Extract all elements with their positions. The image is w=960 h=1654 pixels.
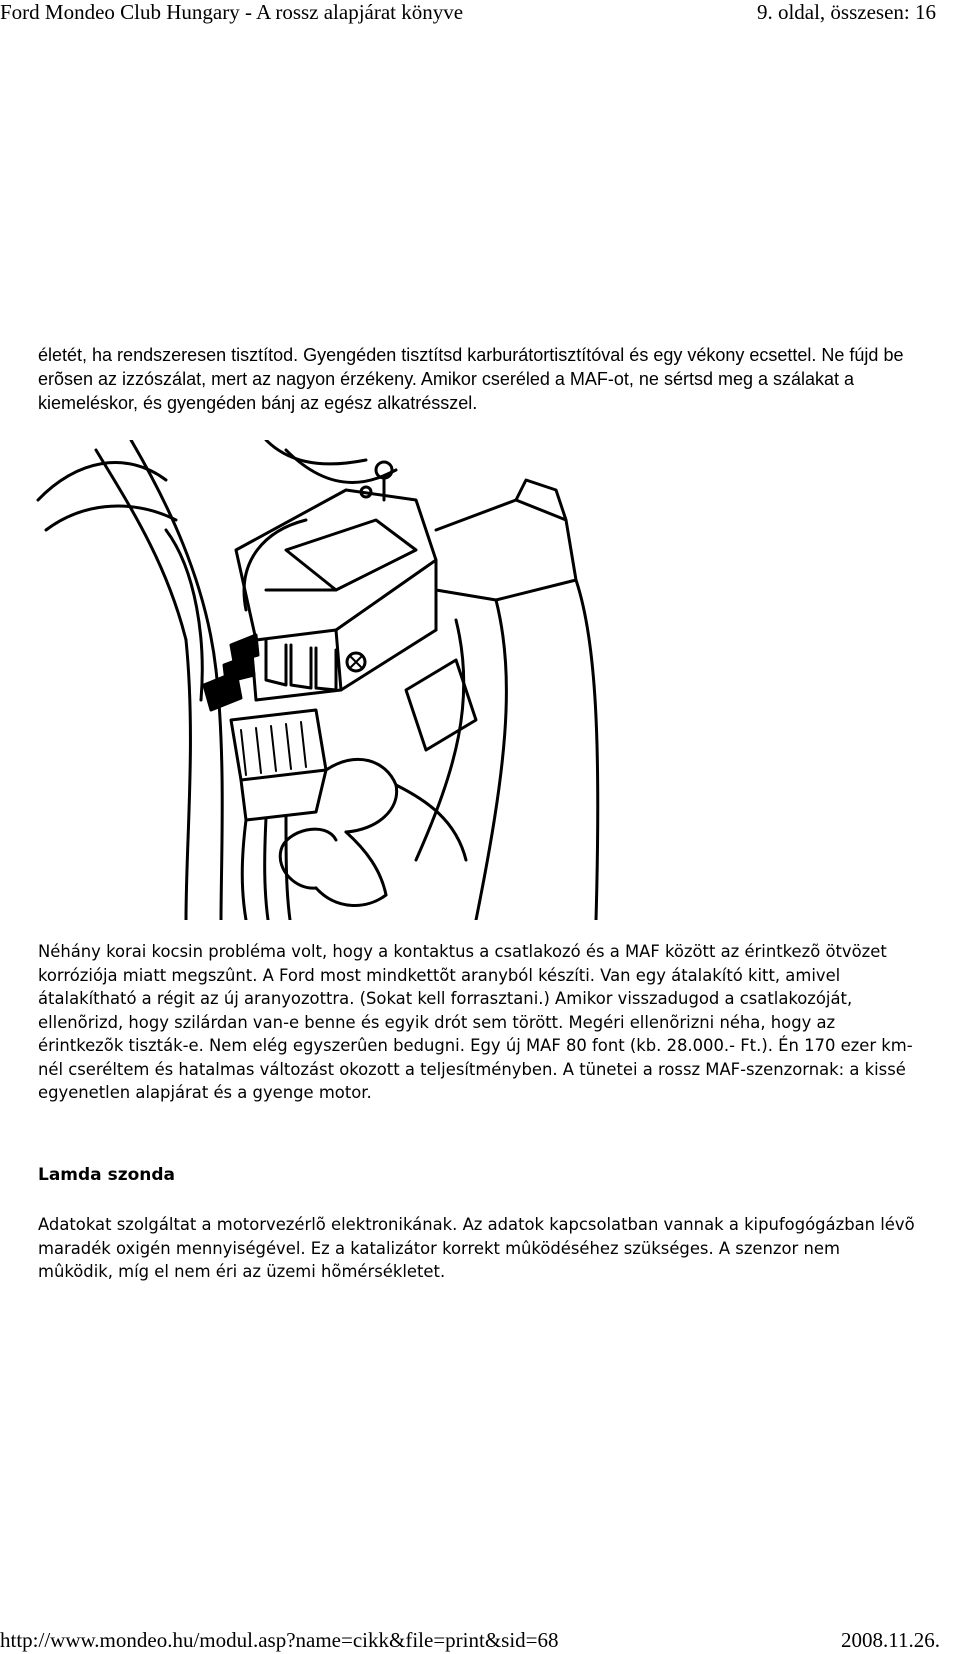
page-indicator: 9. oldal, összesen: 16	[756, 0, 936, 24]
maf-paragraph: Néhány korai kocsin probléma volt, hogy a kontaktus a csatlakozó és a MAF között az érintkezõ ötvözet korróziója miatt megszûnt. A Ford most mindkettõt aranyból készíti. Van egy átalakító kitt, amivel átalakítható a régit az új aranyozottra. (Sokat kell forrasztani.) Amikor visszadugod a csatlakozóját, ellenõrizd, hogy szilárdan van-e benne és egyik drót sem törött. Megéri ellenõrizni néha, hogy az érintkezõk tiszták-e. Nem elég egyszerûen bedugni. Egy új MAF 80 font (kb. 28.000.- Ft.). Én 170 ezer km-nél cseréltem és hatalmas változást okozott a teljesítményben. A tünetei a rossz MAF-szenzornak: a kissé egyenetlen alapjárat és a gyenge motor.	[38, 942, 913, 1102]
source-url[interactable]: http://www.mondeo.hu/modul.asp?name=cikk&file=print&sid=68	[0, 1628, 559, 1652]
section-heading-lambda: Lamda szonda	[38, 1165, 176, 1185]
lambda-paragraph: Adatokat szolgáltat a motorvezérlõ elektronikának. Az adatok kapcsolatban vannak a kipufogógázban lévõ maradék oxigén mennyiségével. Ez a katalizátor korrekt mûködéséhez szükséges. A szenzor nem mûködik, míg el nem éri az üzemi hõmérsékletet.	[38, 1215, 915, 1281]
maf-sensor-illustration	[36, 440, 616, 920]
document-title: Ford Mondeo Club Hungary - A rossz alapjárat könyve	[0, 0, 464, 24]
intro-paragraph: életét, ha rendszeresen tisztítod. Gyengéden tisztítsd karburátortisztítóval és egy vékony ecsettel. Ne fújd be erõsen az izzószálat, mert az nagyon érzékeny. Amikor cseréled a MAF-ot, ne sértsd meg a szálakat a kiemeléskor, és gyengéden bánj az egész alkatrésszel.	[38, 345, 904, 413]
print-header	[0, 0, 936, 30]
print-date: 2008.11.26.	[841, 1628, 940, 1652]
print-footer	[0, 1628, 940, 1654]
